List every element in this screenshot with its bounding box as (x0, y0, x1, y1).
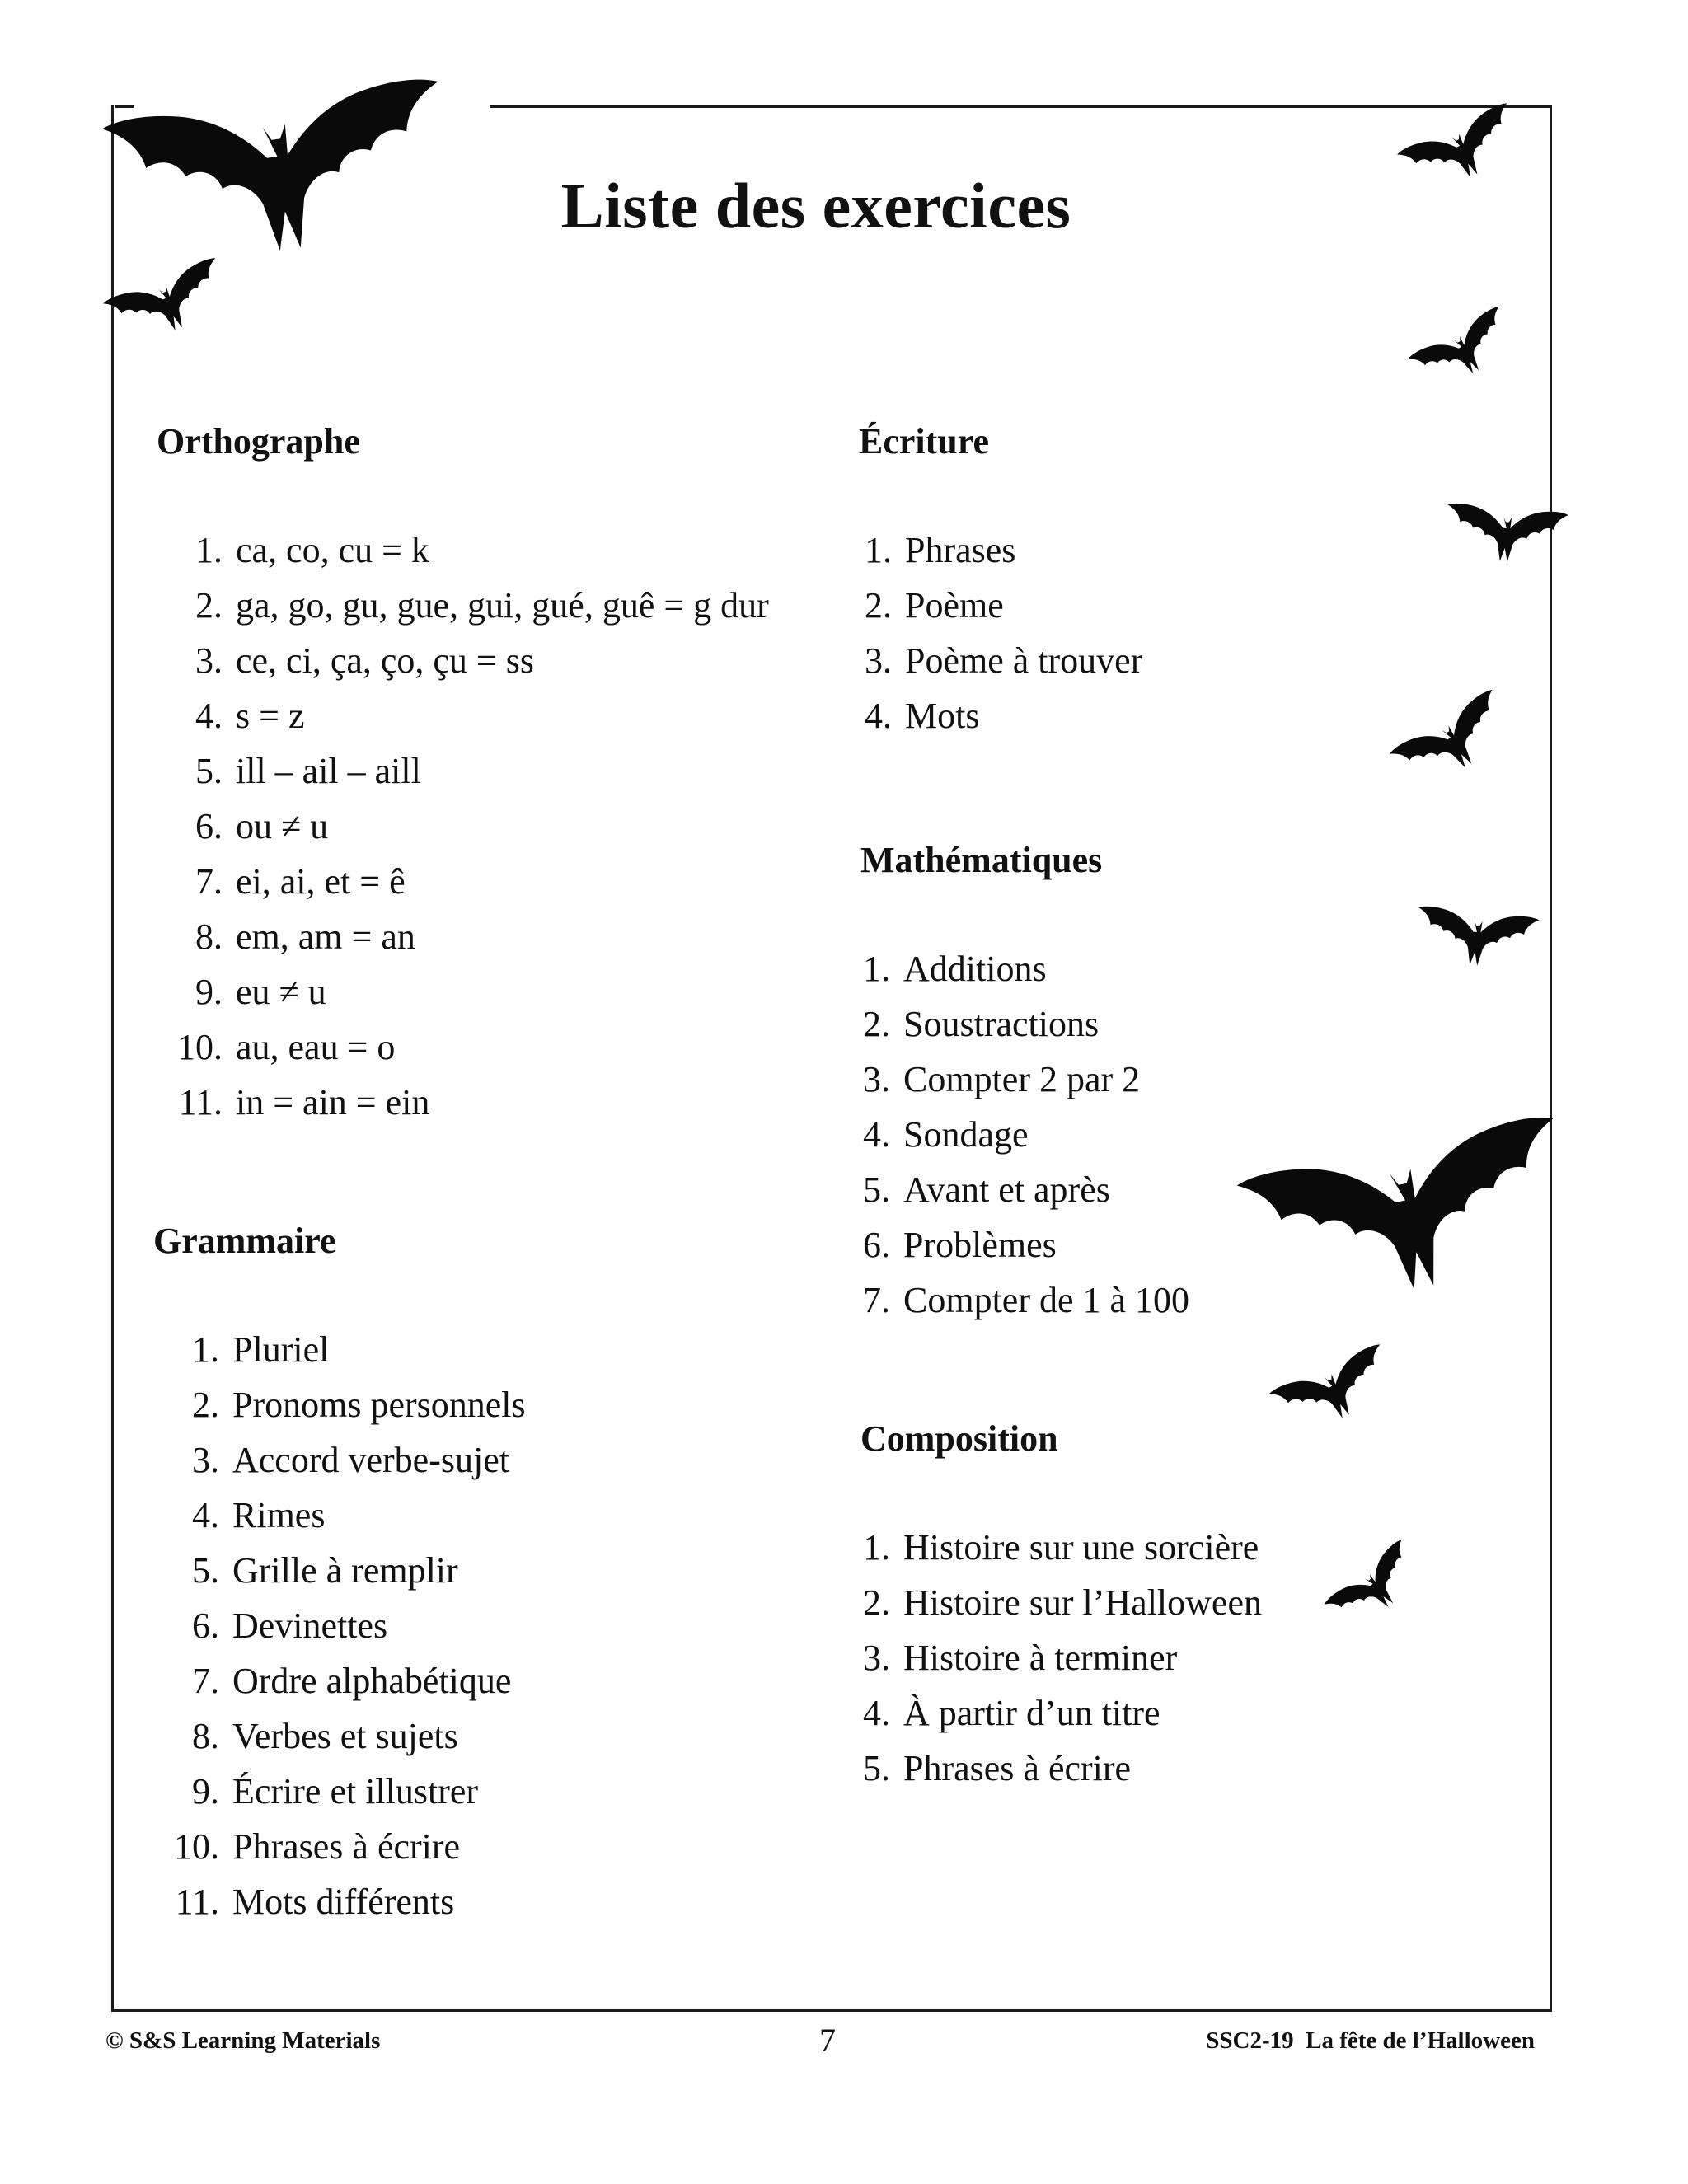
section-heading-ecriture: Écriture (859, 421, 990, 462)
bat-icon (1381, 677, 1528, 809)
bat-icon (96, 68, 463, 287)
list-orthographe (157, 523, 769, 1130)
list-mathematiques (824, 941, 1189, 1328)
list-item: 2. Poème (865, 585, 1004, 626)
list-composition (824, 1520, 1262, 1796)
frame-top (490, 105, 1552, 108)
list-item: 10. au, eau = o (177, 1027, 396, 1067)
list-item: 6. Devinettes (192, 1605, 388, 1646)
section-heading-mathematiques: Mathématiques (860, 840, 1103, 880)
section-orthographe (157, 420, 769, 1122)
list-item: 8. em, am = an (195, 916, 415, 957)
list-item: 5. Phrases à écrire (863, 1748, 1132, 1788)
bat-icon (1264, 1333, 1407, 1451)
section-composition (860, 1418, 1262, 1788)
list-item: 4. Mots (865, 696, 980, 736)
list-item: 3. Accord verbe-sujet (192, 1440, 509, 1480)
list-item: 1. Pluriel (192, 1329, 330, 1370)
frame-left (111, 105, 114, 2011)
list-item: 3. ce, ci, ça, ço, çu = ss (195, 640, 534, 681)
list-item: 9. Écrire et illustrer (192, 1771, 479, 1811)
list-item: 8. Verbes et sujets (192, 1716, 458, 1756)
list-item: 7. Ordre alphabétique (192, 1661, 512, 1701)
bat-icon (1391, 93, 1535, 213)
list-item: 4. Rimes (192, 1495, 326, 1535)
list-item: 5. Avant et après (863, 1169, 1110, 1210)
list-item: 2. Pronoms personnels (192, 1385, 526, 1425)
bat-icon (1411, 896, 1542, 982)
list-item: 6. Problèmes (863, 1225, 1057, 1265)
list-item: 10. Phrases à écrire (174, 1826, 461, 1867)
bat-icon (1315, 1529, 1438, 1648)
list-item: 4. Sondage (863, 1114, 1029, 1155)
list-item: 5. ill – ail – aill (195, 751, 421, 791)
list-item: 11. in = ain = ein (178, 1082, 430, 1122)
list-grammaire (153, 1322, 526, 1929)
footer-copyright: © S&S Learning Materials (106, 2027, 381, 2054)
section-mathematiques (860, 839, 1190, 1320)
list-item: 6. ou ≠ u (195, 806, 329, 846)
list-item: 3. Poème à trouver (865, 640, 1143, 681)
list-item: 1. Additions (863, 949, 1047, 989)
list-item: 2. Histoire sur l’Halloween (863, 1582, 1262, 1623)
section-grammaire (153, 1220, 526, 1922)
section-ecriture (859, 420, 1143, 736)
frame-top-left (115, 105, 134, 108)
section-heading-orthographe: Orthographe (157, 421, 360, 462)
frame-right (1550, 105, 1552, 2011)
list-item: 1. ca, co, cu = k (195, 530, 429, 570)
list-item: 4. À partir d’un titre (863, 1693, 1160, 1733)
list-item: 1. Histoire sur une sorcière (863, 1527, 1259, 1568)
list-item: 2. Soustractions (863, 1004, 1100, 1044)
list-item: 3. Histoire à terminer (863, 1638, 1178, 1678)
list-ecriture (826, 523, 1142, 743)
footer-code: SSC2-19 La fête de l’Halloween (1206, 2027, 1535, 2054)
list-item: 5. Grille à remplir (192, 1550, 458, 1591)
section-heading-grammaire: Grammaire (153, 1221, 336, 1261)
bat-icon (1231, 1105, 1588, 1335)
list-item: 7. ei, ai, et = ê (195, 861, 406, 902)
list-item: 4. s = z (195, 696, 305, 736)
list-item: 3. Compter 2 par 2 (863, 1059, 1141, 1099)
list-item: 1. Phrases (865, 530, 1016, 570)
list-item: 9. eu ≠ u (195, 972, 326, 1012)
list-item: 11. Mots différents (175, 1882, 455, 1922)
bat-icon (1441, 494, 1570, 579)
list-item: 2. ga, go, gu, gue, gui, gué, guê = g dur (195, 585, 769, 626)
bat-icon (1400, 295, 1528, 410)
list-item: 7. Compter de 1 à 100 (863, 1280, 1190, 1320)
section-heading-composition: Composition (860, 1418, 1058, 1459)
page-number: 7 (819, 2022, 836, 2059)
page-title: Liste des exercices (560, 170, 1071, 241)
frame-bottom (111, 2009, 1552, 2012)
